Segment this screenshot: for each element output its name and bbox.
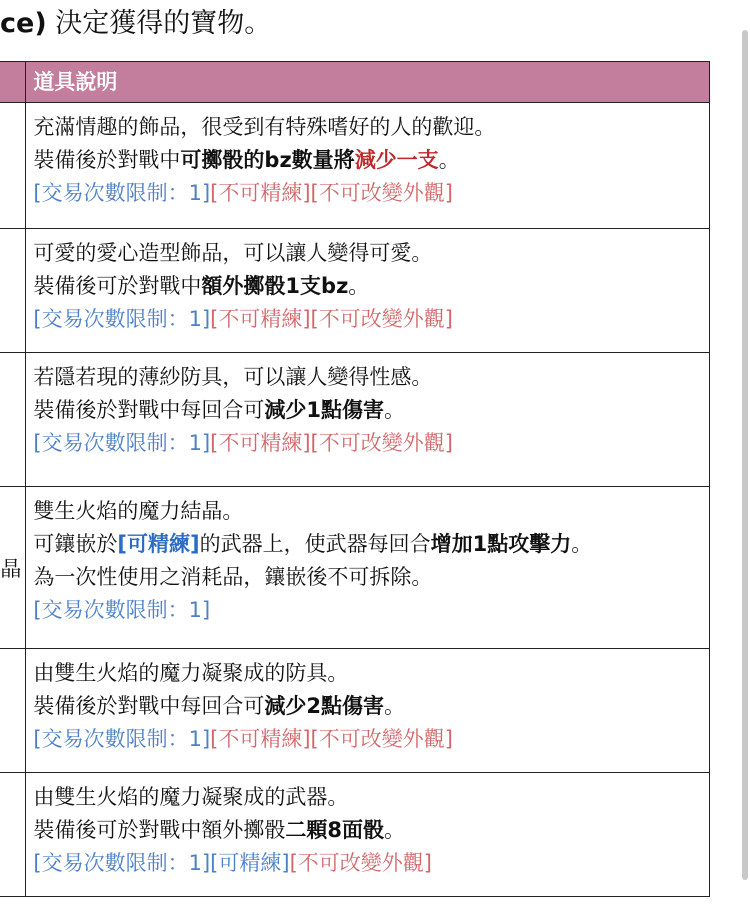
vertical-scrollbar[interactable] bbox=[740, 0, 750, 905]
item-name-cell bbox=[0, 773, 26, 897]
text-tag-red: [不可精練][不可改變外觀] bbox=[210, 727, 453, 751]
text-tag-blue: [交易次數限制：1][可精練] bbox=[33, 851, 290, 875]
description-line bbox=[33, 561, 709, 594]
heading-text: 決定獲得的寶物。 bbox=[46, 8, 272, 39]
table-row bbox=[0, 353, 710, 487]
scrollbar-thumb[interactable] bbox=[742, 30, 748, 880]
text-tag-red: [不可精練][不可改變外觀] bbox=[210, 181, 453, 205]
description-line bbox=[33, 361, 709, 394]
description-line bbox=[33, 723, 709, 756]
description-line bbox=[33, 594, 709, 627]
text-segment: 為一次性使用之消耗品，鑲嵌後不可拆除。 bbox=[33, 565, 433, 589]
description-line bbox=[33, 814, 709, 847]
text-segment: 裝備後可於對戰中額外擲骰 bbox=[33, 818, 286, 842]
text-bold: 增加1點攻擊力 bbox=[430, 532, 572, 556]
text-tag-blue: [交易次數限制：1] bbox=[33, 307, 211, 331]
text-tag-blue: [交易次數限制：1] bbox=[33, 727, 211, 751]
description-line bbox=[33, 495, 709, 528]
table-row bbox=[0, 487, 710, 649]
text-segment: 由雙生火焰的魔力凝聚成的武器。 bbox=[33, 785, 349, 809]
description-line bbox=[33, 237, 709, 270]
text-red: 減少一支 bbox=[354, 148, 439, 172]
item-description-cell bbox=[26, 229, 710, 353]
description-line bbox=[33, 177, 709, 210]
table-header-row bbox=[0, 62, 710, 103]
description-line bbox=[33, 528, 709, 561]
item-name-cell bbox=[0, 229, 26, 353]
text-segment: 的武器上，使武器每回合 bbox=[199, 532, 431, 556]
text-tag-blue: [交易次數限制：1] bbox=[33, 181, 211, 205]
text-segment: 裝備後於對戰中每回合可 bbox=[33, 398, 265, 422]
treasure-table bbox=[0, 61, 710, 897]
text-segment: 可鑲嵌於 bbox=[33, 532, 118, 556]
text-segment: 裝備後於對戰中每回合可 bbox=[33, 694, 265, 718]
text-tag-blue: [交易次數限制：1] bbox=[33, 431, 211, 455]
text-tag-red: [不可精練][不可改變外觀] bbox=[210, 431, 453, 455]
text-tag-blue: [交易次數限制：1] bbox=[33, 598, 211, 622]
table-row bbox=[0, 229, 710, 353]
description-line bbox=[33, 394, 709, 427]
item-description-cell bbox=[26, 649, 710, 773]
text-segment: 。 bbox=[384, 694, 406, 718]
text-segment: 。 bbox=[438, 148, 460, 172]
text-bold: 二顆8面骰 bbox=[285, 818, 385, 842]
text-segment: 由雙生火焰的魔力凝聚成的防具。 bbox=[33, 661, 349, 685]
text-segment: 充滿情趣的飾品，很受到有特殊嗜好的人的歡迎。 bbox=[33, 115, 496, 139]
description-line bbox=[33, 781, 709, 814]
text-segment: 裝備後於對戰中 bbox=[33, 148, 181, 172]
item-description-header: 道具說明 bbox=[26, 62, 710, 103]
description-line bbox=[33, 657, 709, 690]
text-blue: [可精練] bbox=[117, 532, 200, 556]
text-bold: 減少1點傷害 bbox=[264, 398, 385, 422]
text-bold: 額外擲骰1支bz bbox=[201, 274, 349, 298]
text-segment: 。 bbox=[348, 274, 370, 298]
table-row bbox=[0, 773, 710, 897]
text-segment: 。 bbox=[384, 818, 406, 842]
description-line bbox=[33, 427, 709, 460]
item-name-cell: 晶 bbox=[0, 487, 26, 649]
item-description-cell bbox=[26, 773, 710, 897]
text-segment: 。 bbox=[571, 532, 593, 556]
item-name-cell bbox=[0, 649, 26, 773]
text-segment: 裝備後可於對戰中 bbox=[33, 274, 202, 298]
text-segment: 雙生火焰的魔力結晶。 bbox=[33, 499, 244, 523]
table-row bbox=[0, 103, 710, 229]
description-line bbox=[33, 847, 709, 880]
text-tag-red: [不可精練][不可改變外觀] bbox=[210, 307, 453, 331]
heading-prefix: ce) bbox=[0, 8, 47, 39]
item-name-cell bbox=[0, 353, 26, 487]
item-description-cell bbox=[26, 353, 710, 487]
section-heading bbox=[0, 0, 740, 48]
description-line bbox=[33, 303, 709, 336]
description-line bbox=[33, 111, 709, 144]
text-segment: 若隱若現的薄紗防具，可以讓人變得性感。 bbox=[33, 365, 433, 389]
description-line bbox=[33, 144, 709, 177]
description-line bbox=[33, 270, 709, 303]
text-segment: 可愛的愛心造型飾品，可以讓人變得可愛。 bbox=[33, 241, 433, 265]
item-description-cell bbox=[26, 487, 710, 649]
item-name-header bbox=[0, 62, 26, 103]
text-segment: 。 bbox=[384, 398, 406, 422]
text-bold: 可擲骰的bz數量將 bbox=[180, 148, 355, 172]
text-tag-red: [不可改變外觀] bbox=[289, 851, 432, 875]
text-bold: 減少2點傷害 bbox=[264, 694, 385, 718]
item-description-cell bbox=[26, 103, 710, 229]
table-row bbox=[0, 649, 710, 773]
item-name-cell bbox=[0, 103, 26, 229]
description-line bbox=[33, 690, 709, 723]
